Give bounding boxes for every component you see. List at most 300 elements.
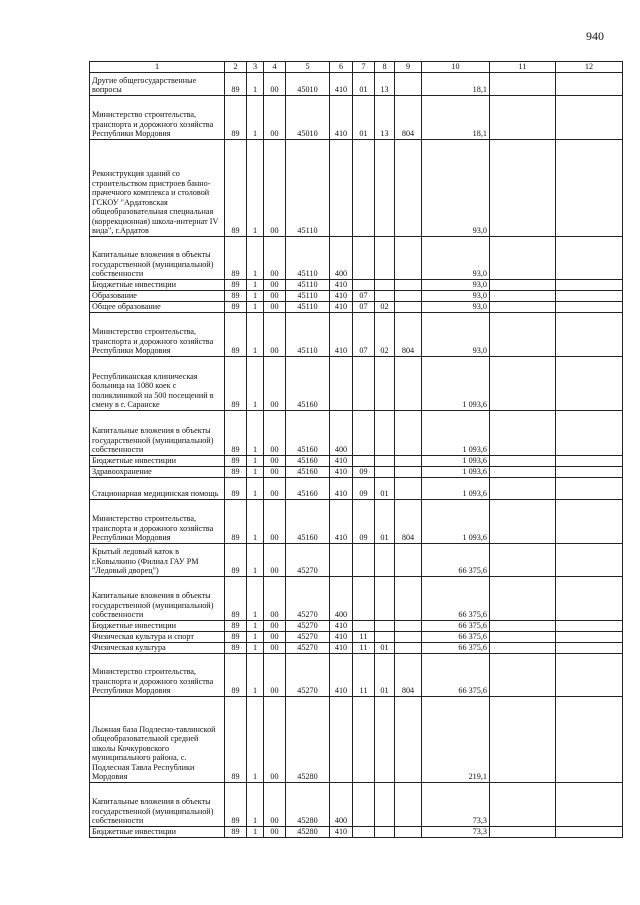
code-cell bbox=[353, 620, 375, 631]
empty-cell bbox=[556, 466, 623, 477]
code-cell: 45110 bbox=[286, 279, 330, 290]
code-cell: 410 bbox=[330, 279, 353, 290]
amount-cell: 1 093,6 bbox=[422, 477, 490, 499]
code-cell bbox=[395, 631, 422, 642]
code-cell bbox=[395, 236, 422, 279]
empty-cell bbox=[556, 620, 623, 631]
code-cell: 410 bbox=[330, 620, 353, 631]
code-cell: 00 bbox=[264, 782, 286, 826]
table-row bbox=[90, 410, 623, 455]
code-cell: 45010 bbox=[286, 95, 330, 139]
code-cell bbox=[375, 826, 395, 837]
code-cell: 410 bbox=[330, 301, 353, 312]
table-row bbox=[90, 466, 623, 477]
row-name-cell: Стационарная медицинская помощь bbox=[90, 477, 225, 499]
amount-cell: 93,0 bbox=[422, 301, 490, 312]
empty-cell bbox=[556, 72, 623, 95]
empty-cell bbox=[556, 312, 623, 356]
row-name-cell: Капитальные вложения в объекты государственной (муниципальной) собственности bbox=[90, 236, 225, 279]
code-cell: 02 bbox=[375, 301, 395, 312]
code-cell: 89 bbox=[225, 455, 247, 466]
table-row bbox=[90, 236, 623, 279]
code-cell: 89 bbox=[225, 620, 247, 631]
empty-cell bbox=[490, 312, 556, 356]
row-name-cell: Другие общегосударственные вопросы bbox=[90, 72, 225, 95]
code-cell bbox=[353, 543, 375, 576]
code-cell: 410 bbox=[330, 455, 353, 466]
code-cell: 1 bbox=[247, 620, 264, 631]
code-cell: 89 bbox=[225, 236, 247, 279]
code-cell: 1 bbox=[247, 312, 264, 356]
table-row bbox=[90, 139, 623, 236]
code-cell: 45280 bbox=[286, 696, 330, 782]
amount-cell: 1 093,6 bbox=[422, 356, 490, 410]
code-cell: 01 bbox=[353, 95, 375, 139]
code-cell: 00 bbox=[264, 455, 286, 466]
code-cell: 89 bbox=[225, 696, 247, 782]
code-cell: 45110 bbox=[286, 139, 330, 236]
table-row bbox=[90, 543, 623, 576]
empty-cell bbox=[490, 356, 556, 410]
code-cell: 89 bbox=[225, 642, 247, 653]
code-cell: 00 bbox=[264, 72, 286, 95]
code-cell: 00 bbox=[264, 499, 286, 543]
code-cell: 1 bbox=[247, 236, 264, 279]
table-row bbox=[90, 455, 623, 466]
code-cell: 89 bbox=[225, 410, 247, 455]
code-cell bbox=[395, 782, 422, 826]
code-cell: 1 bbox=[247, 95, 264, 139]
empty-cell bbox=[490, 696, 556, 782]
code-cell bbox=[395, 139, 422, 236]
code-cell bbox=[375, 139, 395, 236]
row-name-cell: Министерство строительства, транспорта и дорожного хозяйства Республики Мордовия bbox=[90, 653, 225, 696]
table-row bbox=[90, 95, 623, 139]
header-cell: 1 bbox=[90, 62, 225, 73]
code-cell bbox=[353, 576, 375, 620]
code-cell: 00 bbox=[264, 826, 286, 837]
empty-cell bbox=[556, 696, 623, 782]
row-name-cell: Республиканская клиническая больница на 1080 коек с поликлиникой на 500 посещений в смену в г. Саранске bbox=[90, 356, 225, 410]
code-cell: 89 bbox=[225, 356, 247, 410]
header-cell: 8 bbox=[375, 62, 395, 73]
code-cell: 07 bbox=[353, 290, 375, 301]
table-row bbox=[90, 477, 623, 499]
code-cell bbox=[395, 477, 422, 499]
code-cell: 45270 bbox=[286, 642, 330, 653]
empty-cell bbox=[556, 576, 623, 620]
code-cell: 01 bbox=[375, 642, 395, 653]
code-cell bbox=[395, 543, 422, 576]
code-cell: 1 bbox=[247, 653, 264, 696]
code-cell: 1 bbox=[247, 543, 264, 576]
code-cell: 45160 bbox=[286, 499, 330, 543]
code-cell: 400 bbox=[330, 410, 353, 455]
row-name-cell: Бюджетные инвестиции bbox=[90, 279, 225, 290]
code-cell: 410 bbox=[330, 631, 353, 642]
code-cell: 1 bbox=[247, 290, 264, 301]
table-body bbox=[90, 72, 623, 837]
code-cell: 00 bbox=[264, 356, 286, 410]
code-cell: 01 bbox=[375, 499, 395, 543]
row-name-cell: Бюджетные инвестиции bbox=[90, 455, 225, 466]
code-cell bbox=[353, 236, 375, 279]
empty-cell bbox=[490, 543, 556, 576]
empty-cell bbox=[556, 653, 623, 696]
code-cell: 89 bbox=[225, 279, 247, 290]
code-cell: 45270 bbox=[286, 620, 330, 631]
row-name-cell: Бюджетные инвестиции bbox=[90, 826, 225, 837]
empty-cell bbox=[490, 642, 556, 653]
code-cell: 00 bbox=[264, 236, 286, 279]
code-cell: 00 bbox=[264, 696, 286, 782]
code-cell bbox=[353, 279, 375, 290]
empty-cell bbox=[490, 139, 556, 236]
row-name-cell: Министерство строительства, транспорта и дорожного хозяйства Республики Мордовия bbox=[90, 312, 225, 356]
code-cell bbox=[375, 466, 395, 477]
code-cell: 89 bbox=[225, 543, 247, 576]
code-cell: 45270 bbox=[286, 543, 330, 576]
code-cell: 09 bbox=[353, 477, 375, 499]
code-cell: 410 bbox=[330, 826, 353, 837]
code-cell: 00 bbox=[264, 653, 286, 696]
code-cell bbox=[395, 620, 422, 631]
code-cell bbox=[395, 466, 422, 477]
code-cell bbox=[395, 301, 422, 312]
code-cell: 410 bbox=[330, 499, 353, 543]
code-cell: 89 bbox=[225, 826, 247, 837]
empty-cell bbox=[490, 620, 556, 631]
table-row bbox=[90, 653, 623, 696]
code-cell: 89 bbox=[225, 653, 247, 696]
row-name-cell: Бюджетные инвестиции bbox=[90, 620, 225, 631]
empty-cell bbox=[490, 410, 556, 455]
code-cell: 00 bbox=[264, 543, 286, 576]
code-cell: 00 bbox=[264, 576, 286, 620]
code-cell: 45160 bbox=[286, 466, 330, 477]
code-cell: 1 bbox=[247, 631, 264, 642]
empty-cell bbox=[556, 499, 623, 543]
code-cell bbox=[375, 455, 395, 466]
empty-cell bbox=[490, 279, 556, 290]
code-cell bbox=[330, 356, 353, 410]
code-cell: 00 bbox=[264, 477, 286, 499]
header-cell: 7 bbox=[353, 62, 375, 73]
table-header-row bbox=[90, 62, 623, 73]
code-cell: 45110 bbox=[286, 301, 330, 312]
code-cell: 45160 bbox=[286, 356, 330, 410]
code-cell: 07 bbox=[353, 312, 375, 356]
code-cell: 00 bbox=[264, 301, 286, 312]
code-cell bbox=[375, 279, 395, 290]
amount-cell: 66 375,6 bbox=[422, 642, 490, 653]
row-name-cell: Реконструкция зданий со строительством пристроев банно-прачечного комплекса и столовой ГСКОУ "Ардатовская общеобразовательная специальная (коррекционная) школа-интернат IV вида", г.Ардатов bbox=[90, 139, 225, 236]
code-cell bbox=[395, 410, 422, 455]
empty-cell bbox=[556, 290, 623, 301]
empty-cell bbox=[490, 466, 556, 477]
row-name-cell: Физическая культура bbox=[90, 642, 225, 653]
code-cell: 11 bbox=[353, 653, 375, 696]
code-cell: 13 bbox=[375, 95, 395, 139]
code-cell bbox=[375, 696, 395, 782]
code-cell bbox=[395, 576, 422, 620]
code-cell: 09 bbox=[353, 499, 375, 543]
empty-cell bbox=[556, 139, 623, 236]
empty-cell bbox=[556, 301, 623, 312]
code-cell: 1 bbox=[247, 477, 264, 499]
empty-cell bbox=[556, 642, 623, 653]
amount-cell: 93,0 bbox=[422, 236, 490, 279]
code-cell bbox=[353, 410, 375, 455]
code-cell: 89 bbox=[225, 95, 247, 139]
code-cell: 01 bbox=[375, 653, 395, 696]
code-cell bbox=[375, 620, 395, 631]
amount-cell: 18,1 bbox=[422, 72, 490, 95]
code-cell: 1 bbox=[247, 139, 264, 236]
empty-cell bbox=[556, 826, 623, 837]
code-cell: 89 bbox=[225, 312, 247, 356]
code-cell bbox=[353, 782, 375, 826]
code-cell bbox=[353, 139, 375, 236]
code-cell: 89 bbox=[225, 499, 247, 543]
code-cell bbox=[375, 631, 395, 642]
code-cell: 45280 bbox=[286, 782, 330, 826]
code-cell: 1 bbox=[247, 455, 264, 466]
code-cell: 09 bbox=[353, 466, 375, 477]
code-cell: 89 bbox=[225, 466, 247, 477]
code-cell bbox=[395, 72, 422, 95]
code-cell: 1 bbox=[247, 410, 264, 455]
header-cell: 12 bbox=[556, 62, 623, 73]
header-cell: 11 bbox=[490, 62, 556, 73]
code-cell: 1 bbox=[247, 301, 264, 312]
code-cell: 01 bbox=[353, 72, 375, 95]
code-cell: 45270 bbox=[286, 576, 330, 620]
row-name-cell: Министерство строительства, транспорта и дорожного хозяйства Республики Мордовия bbox=[90, 95, 225, 139]
table-row bbox=[90, 576, 623, 620]
code-cell: 00 bbox=[264, 631, 286, 642]
code-cell: 45110 bbox=[286, 290, 330, 301]
code-cell: 804 bbox=[395, 653, 422, 696]
amount-cell: 1 093,6 bbox=[422, 499, 490, 543]
code-cell: 1 bbox=[247, 576, 264, 620]
header-cell: 10 bbox=[422, 62, 490, 73]
code-cell: 400 bbox=[330, 576, 353, 620]
code-cell: 45270 bbox=[286, 631, 330, 642]
amount-cell: 66 375,6 bbox=[422, 620, 490, 631]
header-cell: 5 bbox=[286, 62, 330, 73]
code-cell: 45010 bbox=[286, 72, 330, 95]
code-cell: 00 bbox=[264, 620, 286, 631]
amount-cell: 93,0 bbox=[422, 279, 490, 290]
code-cell: 400 bbox=[330, 236, 353, 279]
code-cell: 410 bbox=[330, 290, 353, 301]
code-cell: 410 bbox=[330, 477, 353, 499]
code-cell bbox=[375, 576, 395, 620]
amount-cell: 93,0 bbox=[422, 139, 490, 236]
code-cell: 45110 bbox=[286, 236, 330, 279]
code-cell bbox=[375, 782, 395, 826]
code-cell bbox=[330, 696, 353, 782]
code-cell: 1 bbox=[247, 826, 264, 837]
code-cell: 89 bbox=[225, 477, 247, 499]
header-cell: 6 bbox=[330, 62, 353, 73]
code-cell: 410 bbox=[330, 312, 353, 356]
empty-cell bbox=[490, 455, 556, 466]
row-name-cell: Физическая культура и спорт bbox=[90, 631, 225, 642]
code-cell bbox=[375, 543, 395, 576]
empty-cell bbox=[490, 236, 556, 279]
empty-cell bbox=[556, 543, 623, 576]
table-row bbox=[90, 301, 623, 312]
code-cell: 804 bbox=[395, 312, 422, 356]
code-cell bbox=[395, 279, 422, 290]
empty-cell bbox=[490, 653, 556, 696]
empty-cell bbox=[490, 72, 556, 95]
code-cell: 01 bbox=[375, 477, 395, 499]
code-cell bbox=[395, 642, 422, 653]
empty-cell bbox=[490, 477, 556, 499]
code-cell: 00 bbox=[264, 279, 286, 290]
code-cell bbox=[353, 455, 375, 466]
code-cell: 89 bbox=[225, 631, 247, 642]
code-cell: 89 bbox=[225, 290, 247, 301]
code-cell bbox=[395, 356, 422, 410]
row-name-cell: Крытый ледовый каток в г.Ковылкино (Филиал ГАУ РМ "Ледовый дворец") bbox=[90, 543, 225, 576]
code-cell bbox=[330, 543, 353, 576]
table-row bbox=[90, 620, 623, 631]
code-cell: 13 bbox=[375, 72, 395, 95]
code-cell bbox=[330, 139, 353, 236]
amount-cell: 1 093,6 bbox=[422, 410, 490, 455]
header-cell: 3 bbox=[247, 62, 264, 73]
code-cell: 45160 bbox=[286, 410, 330, 455]
row-name-cell: Капитальные вложения в объекты государственной (муниципальной) собственности bbox=[90, 410, 225, 455]
code-cell bbox=[395, 290, 422, 301]
code-cell: 00 bbox=[264, 139, 286, 236]
code-cell: 00 bbox=[264, 466, 286, 477]
amount-cell: 93,0 bbox=[422, 312, 490, 356]
code-cell: 89 bbox=[225, 782, 247, 826]
empty-cell bbox=[490, 576, 556, 620]
code-cell: 410 bbox=[330, 653, 353, 696]
budget-table bbox=[89, 61, 623, 838]
code-cell: 1 bbox=[247, 642, 264, 653]
header-cell: 9 bbox=[395, 62, 422, 73]
code-cell: 410 bbox=[330, 466, 353, 477]
table-row bbox=[90, 826, 623, 837]
amount-cell: 66 375,6 bbox=[422, 576, 490, 620]
code-cell: 89 bbox=[225, 301, 247, 312]
empty-cell bbox=[556, 236, 623, 279]
code-cell bbox=[395, 696, 422, 782]
empty-cell bbox=[556, 95, 623, 139]
empty-cell bbox=[556, 356, 623, 410]
code-cell bbox=[375, 356, 395, 410]
row-name-cell: Здравоохранение bbox=[90, 466, 225, 477]
amount-cell: 1 093,6 bbox=[422, 466, 490, 477]
code-cell: 1 bbox=[247, 356, 264, 410]
empty-cell bbox=[556, 477, 623, 499]
row-name-cell: Лыжная база Подлесно-тавлинской общеобразовательной средней школы Кочкуровского муниципального района, с. Подлесная Тавла Республики Мордовия bbox=[90, 696, 225, 782]
table-row bbox=[90, 312, 623, 356]
code-cell bbox=[375, 290, 395, 301]
row-name-cell: Общее образование bbox=[90, 301, 225, 312]
code-cell bbox=[353, 696, 375, 782]
code-cell: 1 bbox=[247, 466, 264, 477]
code-cell: 00 bbox=[264, 642, 286, 653]
code-cell: 89 bbox=[225, 72, 247, 95]
amount-cell: 66 375,6 bbox=[422, 653, 490, 696]
table-row bbox=[90, 642, 623, 653]
code-cell: 45160 bbox=[286, 477, 330, 499]
code-cell: 11 bbox=[353, 631, 375, 642]
amount-cell: 66 375,6 bbox=[422, 631, 490, 642]
amount-cell: 18,1 bbox=[422, 95, 490, 139]
amount-cell: 1 093,6 bbox=[422, 455, 490, 466]
table-row bbox=[90, 279, 623, 290]
code-cell: 45110 bbox=[286, 312, 330, 356]
code-cell bbox=[353, 826, 375, 837]
page-number: 940 bbox=[586, 29, 604, 43]
amount-cell: 73,3 bbox=[422, 826, 490, 837]
empty-cell bbox=[556, 279, 623, 290]
table-row bbox=[90, 290, 623, 301]
code-cell: 804 bbox=[395, 499, 422, 543]
table-row bbox=[90, 631, 623, 642]
amount-cell: 219,1 bbox=[422, 696, 490, 782]
code-cell: 804 bbox=[395, 95, 422, 139]
empty-cell bbox=[490, 290, 556, 301]
row-name-cell: Капитальные вложения в объекты государственной (муниципальной) собственности bbox=[90, 576, 225, 620]
empty-cell bbox=[490, 631, 556, 642]
code-cell: 1 bbox=[247, 72, 264, 95]
empty-cell bbox=[556, 410, 623, 455]
code-cell: 1 bbox=[247, 279, 264, 290]
code-cell: 1 bbox=[247, 499, 264, 543]
code-cell: 00 bbox=[264, 290, 286, 301]
code-cell: 89 bbox=[225, 139, 247, 236]
code-cell: 410 bbox=[330, 642, 353, 653]
code-cell: 1 bbox=[247, 696, 264, 782]
code-cell: 400 bbox=[330, 782, 353, 826]
code-cell: 1 bbox=[247, 782, 264, 826]
empty-cell bbox=[490, 301, 556, 312]
table-row bbox=[90, 72, 623, 95]
header-cell: 2 bbox=[225, 62, 247, 73]
code-cell bbox=[395, 826, 422, 837]
table-row bbox=[90, 696, 623, 782]
empty-cell bbox=[490, 826, 556, 837]
amount-cell: 73,3 bbox=[422, 782, 490, 826]
empty-cell bbox=[556, 782, 623, 826]
row-name-cell: Министерство строительства, транспорта и дорожного хозяйства Республики Мордовия bbox=[90, 499, 225, 543]
code-cell: 00 bbox=[264, 410, 286, 455]
empty-cell bbox=[556, 631, 623, 642]
amount-cell: 93,0 bbox=[422, 290, 490, 301]
code-cell bbox=[375, 410, 395, 455]
table-row bbox=[90, 499, 623, 543]
code-cell bbox=[375, 236, 395, 279]
code-cell: 11 bbox=[353, 642, 375, 653]
code-cell: 07 bbox=[353, 301, 375, 312]
code-cell: 45280 bbox=[286, 826, 330, 837]
empty-cell bbox=[556, 455, 623, 466]
code-cell: 00 bbox=[264, 312, 286, 356]
empty-cell bbox=[490, 782, 556, 826]
table-row bbox=[90, 356, 623, 410]
code-cell: 89 bbox=[225, 576, 247, 620]
